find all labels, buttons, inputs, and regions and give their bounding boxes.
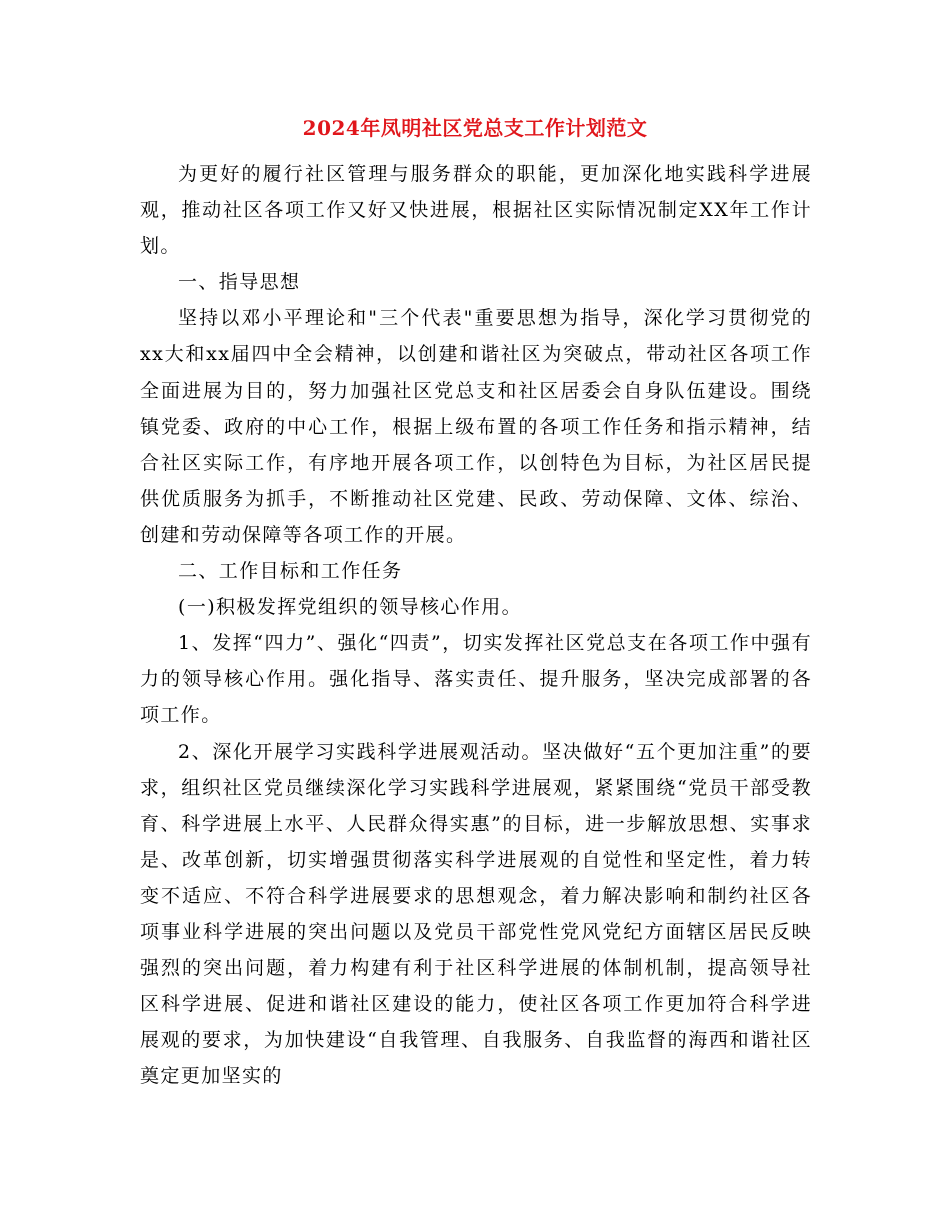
heading-guiding-thought: 一、指导思想: [178, 271, 301, 294]
heading-goals-and-tasks: 二、工作目标和工作任务: [178, 560, 403, 583]
paragraph-guiding-thought: 坚持以邓小平理论和"三个代表"重要思想为指导，深化学习贯彻党的xx大和xx届四中全会精神，以创建和谐社区为突破点，带动社区各项工作全面进展为目的，努力加强社区党总支和社区居委会自身队伍建设。围绕镇党委、政府的中心工作，根据上级布置的各项工作任务和指示精神，结合社区实际工作，有序地开展各项工作，以创特色为目标，为社区居民提供优质服务为抓手，不断推动社区党建、民政、劳动保障、文体、综治、创建和劳动保障等各项工作的开展。: [140, 307, 812, 546]
paragraph-item-2: 2、深化开展学习实践科学进展观活动。坚决做好“五个更加注重”的要求，组织社区党员继续深化学习实践科学进展观，紧紧围绕“党员干部受教育、科学进展上水平、人民群众得实惠”的目标，进一步解放思想、实事求是、改革创新，切实增强贯彻落实科学进展观的自觉性和坚定性，着力转变不适应、不符合科学进展要求的思想观念，着力解决影响和制约社区各项事业科学进展的突出问题以及党员干部党性党风党纪方面辖区居民反映强烈的突出问题，着力构建有利于社区科学进展的体制机制，提高领导社区科学进展、促进和谐社区建设的能力，使社区各项工作更加符合科学进展观的要求，为加快建设“自我管理、自我服务、自我监督的海西和谐社区奠定更加坚实的: [140, 740, 812, 1088]
document-title: 2024年凤明社区党总支工作计划范文: [302, 116, 648, 140]
document-body: [140, 156, 812, 1094]
subheading-party-core-role: (一)积极发挥党组织的领导核心作用。: [178, 596, 523, 619]
paragraph-item-1: 1、发挥“四力”、强化“四责”，切实发挥社区党总支在各项工作中强有力的领导核心作用。强化指导、落实责任、提升服务，坚决完成部署的各项工作。: [140, 632, 812, 727]
paragraph-intro: 为更好的履行社区管理与服务群众的职能，更加深化地实践科学进展观，推动社区各项工作又好又快进展，根据社区实际情况制定XX年工作计划。: [140, 163, 812, 258]
